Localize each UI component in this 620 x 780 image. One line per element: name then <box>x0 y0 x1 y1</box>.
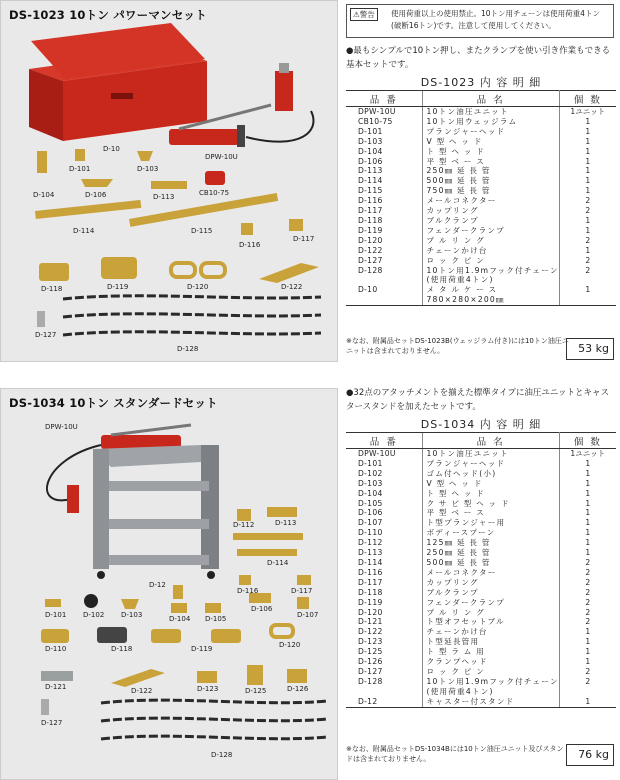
table-row <box>346 469 616 479</box>
parts-table-ds1023 <box>346 90 616 306</box>
table-row <box>346 627 616 637</box>
part-number-cell: D-104 <box>358 488 383 498</box>
table-row <box>346 117 616 127</box>
part-label: D-103 <box>121 611 143 619</box>
part-label: D-120 <box>187 283 209 291</box>
part-name-cell: 平 型 ベ ー ス <box>422 157 559 167</box>
weight-ds1023: 53 kg <box>566 338 614 360</box>
part-name-cell: ブルクランプ <box>422 588 559 598</box>
column-header: 品 番 <box>346 91 422 107</box>
part-number-cell: D-116 <box>358 196 383 206</box>
quantity-cell: 1 <box>585 478 591 488</box>
part-name-cell: 10トン油圧ユニット <box>422 449 559 459</box>
part-number-cell: D-123 <box>358 637 383 647</box>
part-label: D-101 <box>45 611 67 619</box>
warning-text: 使用荷重以上の使用禁止。10トン用チェーンは使用荷重4トン(破断16トン)です。注意して使用してください。 <box>391 9 600 30</box>
table-row <box>346 176 616 186</box>
table-row <box>346 608 616 618</box>
quantity-cell: 1 <box>585 538 591 548</box>
table-row <box>346 266 616 276</box>
quantity-cell: 1 <box>585 156 591 166</box>
part-name-cell: クランプヘッド <box>422 657 559 667</box>
part-label: D-128 <box>177 345 199 353</box>
table-row <box>346 157 616 167</box>
part-number-cell: D-122 <box>358 245 383 255</box>
part-number-cell: D-127 <box>358 666 383 676</box>
set-description-ds1034: ●32点のアタッチメントを揃えた標準タイプに油圧ユニットとキャスタースタンドを加えたセットです。 <box>346 388 610 412</box>
part-label: D-122 <box>131 687 153 695</box>
part-name-cell: 10トン用1.9mフック付チェーン <box>422 266 559 276</box>
quantity-cell: 1 <box>585 627 591 637</box>
part-number-cell: CB10-75 <box>358 116 393 126</box>
warning-box <box>346 4 614 38</box>
part-number-cell: D-114 <box>358 176 383 186</box>
part-name-cell: メールコネクター <box>422 568 559 578</box>
part-name-cell: プランジャーヘッド <box>422 127 559 137</box>
part-name-cell: 10トン用1.9mフック付チェーン <box>422 677 559 687</box>
quantity-cell: 1 <box>585 528 591 538</box>
table-row <box>346 489 616 499</box>
part-number-cell: D-119 <box>358 597 383 607</box>
part-number-cell: D-101 <box>358 126 383 136</box>
part-number-cell <box>346 295 422 305</box>
part-label: D-106 <box>85 191 107 199</box>
quantity-cell: 1 <box>585 518 591 528</box>
table-row <box>346 449 616 459</box>
part-name-cell: 10トン用ウェッジラム <box>422 117 559 127</box>
table-row <box>346 687 616 697</box>
part-name-cell: 125㎜ 延 長 管 <box>422 538 559 548</box>
part-name-cell: フェンダークランプ <box>422 598 559 608</box>
part-label: D-127 <box>35 331 57 339</box>
part-name-cell: 500㎜ 延 長 管 <box>422 558 559 568</box>
part-name-cell: ト 型 ヘ ッ ド <box>422 147 559 157</box>
table-row <box>346 226 616 236</box>
part-label: D-122 <box>281 283 303 291</box>
quantity-cell <box>559 295 616 305</box>
quantity-cell: 1 <box>585 215 591 225</box>
table-row <box>346 479 616 489</box>
part-number-cell: D-117 <box>358 206 383 216</box>
part-name-cell: キャスター付スタンド <box>422 697 559 707</box>
part-name-cell: 780×280×200㎜ <box>422 295 559 305</box>
quantity-cell: 1 <box>585 548 591 558</box>
part-label: CB10-75 <box>199 189 230 197</box>
part-name-cell: メ タ ル ケ ー ス <box>422 285 559 295</box>
quantity-cell: 1 <box>559 697 616 707</box>
quantity-cell: 2 <box>585 255 591 265</box>
quantity-cell <box>559 275 616 285</box>
part-label: D-114 <box>73 227 95 235</box>
part-name-cell: フェンダークランプ <box>422 226 559 236</box>
quantity-cell: 2 <box>585 265 591 275</box>
part-number-cell: DPW-10U <box>358 107 396 116</box>
part-number-cell: D-128 <box>358 676 383 686</box>
table-row <box>346 256 616 266</box>
part-name-cell: ト 型 ヘ ッ ド <box>422 489 559 499</box>
part-label: D-116 <box>237 587 259 595</box>
quantity-cell: 1 <box>585 146 591 156</box>
part-number-cell: D-12 <box>346 697 422 707</box>
part-label: D-113 <box>275 519 297 527</box>
part-name-cell: ト型延長管用 <box>422 637 559 647</box>
parts-table-ds1034 <box>346 432 616 708</box>
part-label: D-105 <box>205 615 227 623</box>
table-row <box>346 147 616 157</box>
table-row <box>346 186 616 196</box>
part-name-cell: ブルクランプ <box>422 216 559 226</box>
footnote-ds1023: ※なお、附属品セットDS-1023B(ウェッジラム付き)には10トン油圧ユニットは含まれておりません。 <box>346 337 569 355</box>
part-number-cell: D-101 <box>358 458 383 468</box>
part-label: D-112 <box>233 521 255 529</box>
table-title-ds1034: DS-1034 内 容 明 細 <box>420 418 542 431</box>
quantity-cell: 1 <box>585 657 591 667</box>
part-number-cell: D-120 <box>358 607 383 617</box>
table-row <box>346 528 616 538</box>
quantity-cell: 2 <box>585 557 591 567</box>
table-row <box>346 657 616 667</box>
quantity-cell: 1 <box>585 186 591 196</box>
table-row <box>346 285 616 295</box>
part-name-cell: プ ル リ ン グ <box>422 236 559 246</box>
part-name-cell: チェーンかけ台 <box>422 246 559 256</box>
table-row <box>346 518 616 528</box>
part-label: D-115 <box>191 227 213 235</box>
part-name-cell: プランジャーヘッド <box>422 459 559 469</box>
table-row <box>346 196 616 206</box>
column-header: 品 名 <box>422 433 559 449</box>
table-row <box>346 236 616 246</box>
part-number-cell: D-118 <box>358 587 383 597</box>
quantity-cell: 1 <box>585 647 591 657</box>
part-name-cell: (使用荷重4トン) <box>422 275 559 285</box>
quantity-cell: 2 <box>585 587 591 597</box>
part-number-cell: D-103 <box>358 478 383 488</box>
part-label: D-117 <box>293 235 315 243</box>
table-row <box>346 697 616 707</box>
part-name-cell: チェーンかけ台 <box>422 627 559 637</box>
part-name-cell: ゴム付ヘッド(小) <box>422 469 559 479</box>
part-name-cell: プ ル リ ン グ <box>422 608 559 618</box>
table-row <box>346 246 616 256</box>
warning-icon: ⚠警告 <box>350 8 378 21</box>
part-number-cell: D-120 <box>358 235 383 245</box>
quantity-cell: 1 <box>585 488 591 498</box>
part-number-cell: D-107 <box>358 518 383 528</box>
part-label: D-114 <box>267 559 289 567</box>
quantity-cell: 1 <box>585 508 591 518</box>
quantity-cell: 1 <box>585 136 591 146</box>
part-number-cell: D-125 <box>358 647 383 657</box>
set-title-ds1023: DS-1023 10トン パワーマンセット <box>9 8 207 22</box>
quantity-cell: 1 <box>585 225 591 235</box>
quantity-cell: 2 <box>585 617 591 627</box>
part-label: D-119 <box>107 283 129 291</box>
part-number-cell: D-104 <box>358 146 383 156</box>
part-number-cell: D-115 <box>358 186 383 196</box>
quantity-cell: 2 <box>585 235 591 245</box>
part-label: D-126 <box>287 685 309 693</box>
set-description-ds1023: ●最もシンプルで10トン押し、またクランプを使い引き作業もできる基本セットです。 <box>346 46 611 70</box>
part-number-cell: D-106 <box>358 508 383 518</box>
part-number-cell <box>346 275 422 285</box>
quantity-cell: 2 <box>585 567 591 577</box>
table-row <box>346 206 616 216</box>
part-name-cell: ロ ッ ク ピ ン <box>422 256 559 266</box>
part-name-cell: ロ ッ ク ピ ン <box>422 667 559 677</box>
part-label: D-110 <box>45 645 67 653</box>
quantity-cell: 2 <box>585 666 591 676</box>
part-number-cell: D-102 <box>358 468 383 478</box>
column-header: 個 数 <box>559 433 616 449</box>
part-label: D-113 <box>153 193 175 201</box>
product-photo-ds1023 <box>0 0 338 362</box>
table-row <box>346 137 616 147</box>
quantity-cell: 2 <box>585 577 591 587</box>
part-number-cell: D-113 <box>358 166 383 176</box>
part-name-cell: ボディースプーン <box>422 528 559 538</box>
part-number-cell: D-110 <box>358 528 383 538</box>
part-number-cell: D-119 <box>358 225 383 235</box>
part-name-cell: 750㎜ 延 長 管 <box>422 186 559 196</box>
part-label: D-102 <box>83 611 105 619</box>
table-row <box>346 548 616 558</box>
quantity-cell: 2 <box>585 676 591 686</box>
part-number-cell: D-114 <box>358 557 383 567</box>
part-label: D-10 <box>103 145 120 153</box>
part-number-cell: D-116 <box>358 567 383 577</box>
quantity-cell: 1 <box>585 458 591 468</box>
product-illustration <box>1 1 338 362</box>
table-row <box>346 667 616 677</box>
part-name-cell: カップリング <box>422 578 559 588</box>
part-number-cell: D-106 <box>358 156 383 166</box>
part-label: D-118 <box>111 645 133 653</box>
quantity-cell: 1 <box>585 285 591 295</box>
part-number-cell: DPW-10U <box>358 449 396 458</box>
part-name-cell: V 型 ヘ ッ ド <box>422 137 559 147</box>
part-label: DPW-10U <box>205 153 238 161</box>
quantity-cell: 1 <box>585 116 591 126</box>
quantity-cell <box>559 687 616 697</box>
table-row <box>346 166 616 176</box>
quantity-cell: 1 <box>585 468 591 478</box>
part-name-cell: 平 型 ベ ー ス <box>422 508 559 518</box>
part-number-cell: D-127 <box>358 255 383 265</box>
part-number-cell: D-112 <box>358 538 383 548</box>
footnote-ds1034: ※なお、附属品セットDS-1034Bには10トン油圧ユニット及びスタンドは含まれておりません。 <box>346 745 564 763</box>
table-row <box>346 558 616 568</box>
part-label: D-127 <box>41 719 63 727</box>
part-number-cell: D-103 <box>358 136 383 146</box>
part-name-cell: ト 型 ラ ム 用 <box>422 647 559 657</box>
table-row <box>346 459 616 469</box>
table-row <box>346 617 616 627</box>
table-row <box>346 588 616 598</box>
part-number-cell: D-126 <box>358 657 383 667</box>
part-label: D-107 <box>297 611 319 619</box>
set-title-ds1034: DS-1034 10トン スタンダードセット <box>9 396 218 410</box>
table-row <box>346 295 616 305</box>
part-name-cell: ト型プランジャー用 <box>422 518 559 528</box>
quantity-cell: 2 <box>585 607 591 617</box>
product-photo-ds1034 <box>0 388 338 780</box>
part-label: D-101 <box>69 165 91 173</box>
part-number-cell: D-121 <box>358 617 383 627</box>
part-name-cell: メールコネクター <box>422 196 559 206</box>
quantity-cell: 1 <box>585 245 591 255</box>
part-number-cell: D-105 <box>358 498 383 508</box>
quantity-cell: 1 <box>585 637 591 647</box>
part-name-cell: 10トン油圧ユニット <box>422 107 559 117</box>
part-number-cell: D-118 <box>358 215 383 225</box>
quantity-cell: 1 <box>585 126 591 136</box>
part-label: D-104 <box>33 191 55 199</box>
part-label: D-128 <box>211 751 233 759</box>
part-label: D-104 <box>169 615 191 623</box>
part-label: D-116 <box>239 241 261 249</box>
part-label: DPW-10U <box>45 423 78 431</box>
table-row <box>346 647 616 657</box>
table-row <box>346 677 616 687</box>
part-name-cell: 250㎜ 延 長 管 <box>422 166 559 176</box>
part-name-cell: カップリング <box>422 206 559 216</box>
quantity-cell: 2 <box>585 597 591 607</box>
table-row <box>346 637 616 647</box>
part-number-cell: D-122 <box>358 627 383 637</box>
part-name-cell: 500㎜ 延 長 管 <box>422 176 559 186</box>
part-label: D-123 <box>197 685 219 693</box>
quantity-cell: 1ユニット <box>570 449 606 458</box>
quantity-cell: 1 <box>585 166 591 176</box>
quantity-cell: 1 <box>585 176 591 186</box>
part-label: D-117 <box>291 587 313 595</box>
part-number-cell: D-117 <box>358 577 383 587</box>
quantity-cell: 2 <box>585 196 591 206</box>
part-label: D-12 <box>149 581 166 589</box>
part-name-cell: 250㎜ 延 長 管 <box>422 548 559 558</box>
table-row <box>346 127 616 137</box>
part-number-cell: D-10 <box>358 285 378 295</box>
part-number-cell: D-128 <box>358 265 383 275</box>
table-row <box>346 568 616 578</box>
table-row <box>346 508 616 518</box>
part-label: D-121 <box>45 683 67 691</box>
weight-ds1034: 76 kg <box>566 744 614 766</box>
part-label: D-103 <box>137 165 159 173</box>
quantity-cell: 1ユニット <box>570 107 606 116</box>
quantity-cell: 2 <box>585 206 591 216</box>
table-row <box>346 598 616 608</box>
part-name-cell: (使用荷重4トン) <box>422 687 559 697</box>
part-label: D-120 <box>279 641 301 649</box>
part-label: D-118 <box>41 285 63 293</box>
table-row <box>346 107 616 117</box>
table-row <box>346 275 616 285</box>
part-name-cell: ク サ ビ 型 ヘ ッ ド <box>422 499 559 509</box>
table-row <box>346 578 616 588</box>
part-number-cell <box>346 687 422 697</box>
table-row <box>346 499 616 509</box>
column-header: 品 番 <box>346 433 422 449</box>
part-name-cell: ト型オフセットブル <box>422 617 559 627</box>
table-title-ds1023: DS-1023 内 容 明 細 <box>420 76 542 89</box>
quantity-cell: 1 <box>585 498 591 508</box>
part-number-cell: D-113 <box>358 548 383 558</box>
part-label: D-119 <box>191 645 213 653</box>
column-header: 品 名 <box>422 91 559 107</box>
table-row <box>346 216 616 226</box>
table-row <box>346 538 616 548</box>
part-label: D-106 <box>251 605 273 613</box>
part-label: D-125 <box>245 687 267 695</box>
column-header: 個 数 <box>559 91 616 107</box>
part-name-cell: V 型 ヘ ッ ド <box>422 479 559 489</box>
